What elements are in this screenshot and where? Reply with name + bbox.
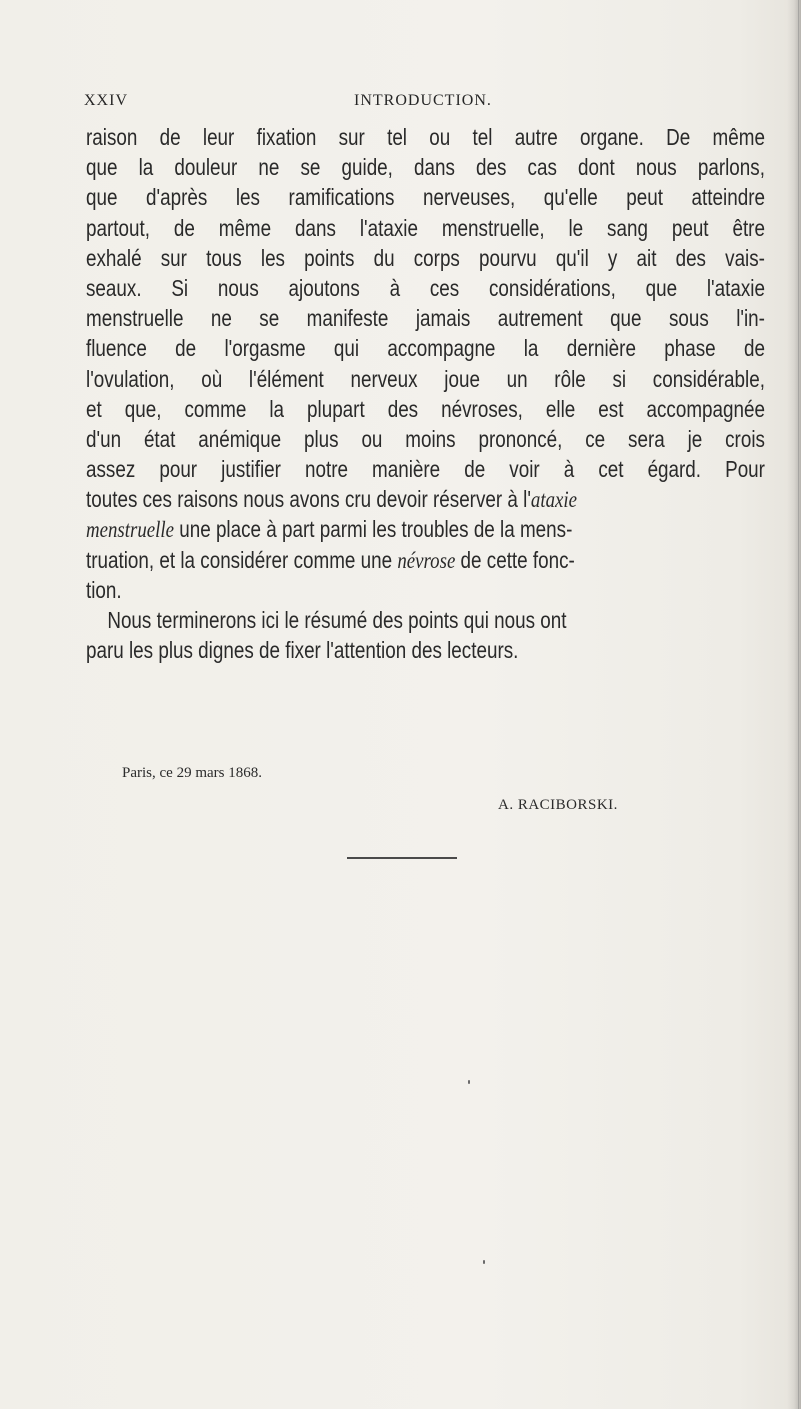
text-line: menstruelle ne se manifeste jamais autrement que sous l'in-	[86, 305, 765, 332]
text-line-with-italic	[86, 514, 644, 544]
page-edge-line	[798, 0, 799, 1409]
text-line: seaux. Si nous ajoutons à ces considérations, que l'ataxie	[86, 274, 765, 301]
text-segment: toutes ces raisons nous avons cru devoir réserver à l'	[86, 486, 531, 513]
author-signature: A. RACIBORSKI.	[498, 797, 618, 813]
running-title: INTRODUCTION.	[354, 92, 492, 109]
page-number: XXIV	[84, 92, 128, 109]
italic-term: névrose	[397, 547, 456, 573]
text-line: l'ovulation, où l'élément nerveux joue un rôle si considérable,	[86, 365, 765, 392]
italic-term: menstruelle	[86, 517, 174, 543]
text-line-with-italic	[86, 484, 644, 514]
ink-speck	[483, 1260, 485, 1264]
text-line: que la douleur ne se guide, dans des cas dont nous parlons,	[86, 154, 765, 181]
text-line: partout, de même dans l'ataxie menstruelle, le sang peut être	[86, 214, 765, 241]
text-line: fluence de l'orgasme qui accompagne la dernière phase de	[86, 335, 765, 362]
text-line: et que, comme la plupart des névroses, elle est accompagnée	[86, 395, 765, 422]
text-segment: truation, et la considérer comme une	[86, 546, 398, 573]
text-line: tion.	[86, 576, 122, 603]
dateline: Paris, ce 29 mars 1868.	[122, 765, 262, 781]
ink-speck	[468, 1080, 470, 1084]
text-line: d'un état anémique plus ou moins prononcé, ce sera je crois	[86, 425, 765, 452]
text-line-with-italic	[86, 545, 644, 575]
text-line: assez pour justifier notre manière de voir à cet égard. Pour	[86, 456, 765, 483]
text-line: que d'après les ramifications nerveuses, qu'elle peut atteindre	[86, 184, 765, 211]
page-header	[84, 92, 704, 118]
body-text	[86, 122, 765, 665]
paragraph-line: paru les plus dignes de fixer l'attention des lecteurs.	[86, 637, 519, 664]
italic-term: ataxie	[530, 487, 578, 513]
text-segment: une place à part parmi les troubles de la mens-	[173, 516, 573, 543]
text-line: exhalé sur tous les points du corps pourvu qu'il y ait des vais-	[86, 244, 765, 271]
text-line: raison de leur fixation sur tel ou tel autre organe. De même	[86, 124, 765, 150]
section-rule	[347, 857, 457, 859]
text-segment: de cette fonc-	[455, 546, 575, 573]
paragraph-line: Nous terminerons ici le résumé des points qui nous ont	[107, 607, 567, 633]
